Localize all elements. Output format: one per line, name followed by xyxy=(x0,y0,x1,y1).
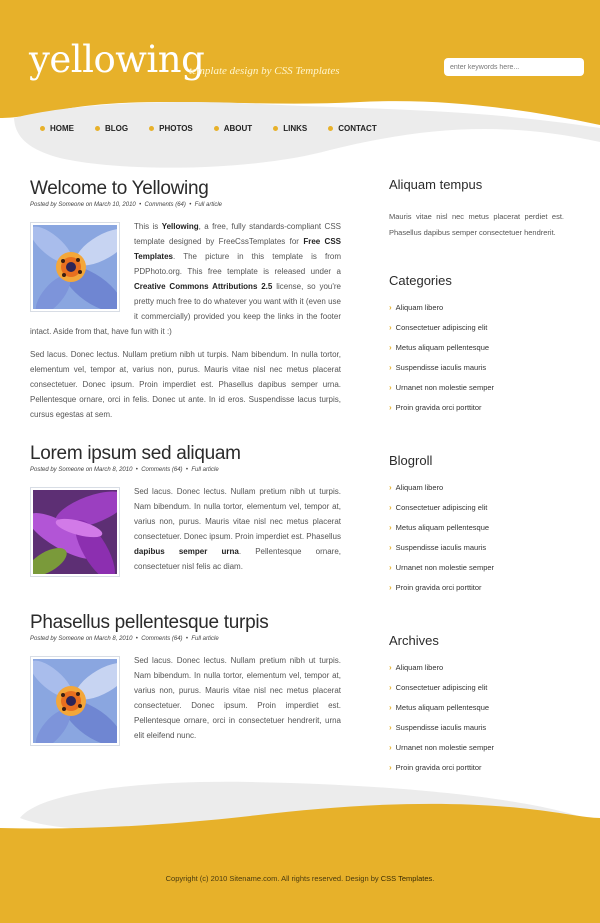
post-body: Sed lacus. Donec lectus. Nullam pretium nibh ut turpis. Nam bibendum. In nulla tortor, elementum vel, tempor at, varius non, purus. Mauris vitae nisl nec metus placerat consectetuer. Donec ipsum. Proin imperdiet est. Pellentesque ornare, orci in consectetuer hendrerit, urna elit eleifend nunc. xyxy=(134,656,341,740)
full-article-link[interactable]: Full article xyxy=(191,636,219,642)
menu-item-label: CONTACT xyxy=(338,124,377,133)
comments-link[interactable]: Comments (64) xyxy=(141,636,183,642)
sidebar-categories xyxy=(389,273,564,423)
sidebar-link[interactable]: › Aliquam libero xyxy=(389,663,444,672)
site-logo[interactable]: yellowing xyxy=(29,38,205,81)
sidebar-link[interactable]: › Aliquam libero xyxy=(389,483,444,492)
sidebar-title: Archives xyxy=(389,633,439,648)
post-title[interactable]: Phasellus pellentesque turpis xyxy=(30,612,269,633)
chevron-right-icon: › xyxy=(389,583,392,592)
post-body-paragraph: Sed lacus. Donec lectus. Nullam pretium nibh ut turpis. Nam bibendum. In nulla tortor, elementum vel, tempor at, varius non, purus. Mauris vitae nisl nec metus placerat consectetuer. Donec ipsum. Proin imperdiet est. Phasellus dapibus semper urna. Pellentesque ornare, orci in felis. Donec ut ante. In id eros. Suspendisse lacus turpis, cursus egestas at sem. xyxy=(30,350,341,419)
sidebar-link[interactable]: › Metus aliquam pellentesque xyxy=(389,343,490,352)
chevron-right-icon: › xyxy=(389,763,392,772)
menu-item-label: ABOUT xyxy=(223,124,253,133)
chevron-right-icon: › xyxy=(389,543,392,552)
chevron-right-icon: › xyxy=(389,563,392,572)
chevron-right-icon: › xyxy=(389,703,392,712)
post xyxy=(30,443,341,581)
menu-item-blog[interactable] xyxy=(95,124,128,133)
footer-link[interactable]: CSS Templates xyxy=(380,874,433,883)
post-meta: Posted by Someone on March 8, 2010 • Comments (64) • Full article xyxy=(30,636,219,642)
chevron-right-icon: › xyxy=(389,723,392,732)
flower-blue-icon xyxy=(33,659,117,743)
footer-background xyxy=(0,778,600,923)
post-date: on March 10, 2010 xyxy=(85,202,136,208)
sidebar-link[interactable]: › Consectetuer adipiscing elit xyxy=(389,683,488,692)
sidebar-link[interactable]: › Proin gravida orci porttitor xyxy=(389,583,482,592)
author-link[interactable]: Someone xyxy=(58,202,85,208)
meta-prefix: Posted by xyxy=(30,467,57,473)
sidebar-link[interactable]: › Urnanet non molestie semper xyxy=(389,563,495,572)
sidebar-link[interactable]: › Suspendisse iaculis mauris xyxy=(389,723,487,732)
sidebar-title: Categories xyxy=(389,273,452,288)
chevron-right-icon: › xyxy=(389,743,392,752)
header-background xyxy=(0,0,600,175)
menu-item-label: PHOTOS xyxy=(159,124,193,133)
menu-item-links[interactable] xyxy=(273,124,307,133)
chevron-right-icon: › xyxy=(389,343,392,352)
flower-blue-icon xyxy=(33,225,117,309)
chevron-right-icon: › xyxy=(389,403,392,412)
comments-link[interactable]: Comments (64) xyxy=(141,467,183,473)
bullet-icon xyxy=(214,126,219,131)
chevron-right-icon: › xyxy=(389,663,392,672)
chevron-right-icon: › xyxy=(389,303,392,312)
chevron-right-icon: › xyxy=(389,503,392,512)
menu-item-photos[interactable] xyxy=(149,124,193,133)
bullet-icon xyxy=(328,126,333,131)
sidebar-link[interactable]: › Consectetuer adipiscing elit xyxy=(389,503,488,512)
post-body: Sed lacus. Donec lectus. Nullam pretium nibh ut turpis. Nam bibendum. In nulla tortor, elementum vel, tempor at, varius non, purus. Mauris vitae nisl nec metus placerat consectetuer. Donec ipsum. Proin imperdiet est. Phasellus dapibus semper urna. Pellentesque ornare, consectetuer nisl felis ac diam. xyxy=(134,487,341,571)
post-title[interactable]: Lorem ipsum sed aliquam xyxy=(30,443,241,464)
post xyxy=(30,178,341,422)
chevron-right-icon: › xyxy=(389,363,392,372)
sidebar-link[interactable]: › Suspendisse iaculis mauris xyxy=(389,363,487,372)
menu-item-contact[interactable] xyxy=(328,124,377,133)
post-date: on March 8, 2010 xyxy=(85,467,133,473)
sidebar-link[interactable]: › Proin gravida orci porttitor xyxy=(389,763,482,772)
sidebar-link[interactable]: › Consectetuer adipiscing elit xyxy=(389,323,488,332)
meta-prefix: Posted by xyxy=(30,202,57,208)
site-tagline: template design by CSS Templates xyxy=(189,65,340,77)
author-link[interactable]: Someone xyxy=(58,467,85,473)
sidebar-title: Aliquam tempus xyxy=(389,177,483,192)
sidebar-title: Blogroll xyxy=(389,453,433,468)
meta-prefix: Posted by xyxy=(30,636,57,642)
bullet-icon xyxy=(95,126,100,131)
post xyxy=(30,612,341,750)
chevron-right-icon: › xyxy=(389,523,392,532)
full-article-link[interactable]: Full article xyxy=(191,467,219,473)
sidebar-link[interactable]: › Urnanet non molestie semper xyxy=(389,383,495,392)
main-menu xyxy=(40,124,398,133)
chevron-right-icon: › xyxy=(389,683,392,692)
sidebar-link[interactable]: › Metus aliquam pellentesque xyxy=(389,703,490,712)
chevron-right-icon: › xyxy=(389,323,392,332)
footer-copyright: Copyright (c) 2010 Sitename.com. All rights reserved. Design by CSS Templates. xyxy=(165,874,435,883)
full-article-link[interactable]: Full article xyxy=(194,202,223,208)
menu-item-home[interactable] xyxy=(40,124,74,133)
sidebar-text: Mauris vitae nisl nec metus placerat perdiet est. Phasellus dapibus semper consectetuer hendrerit. xyxy=(389,212,564,237)
bullet-icon xyxy=(40,126,45,131)
post-title[interactable]: Welcome to Yellowing xyxy=(30,178,209,199)
comments-link[interactable]: Comments (64) xyxy=(144,202,186,208)
search-input[interactable] xyxy=(444,58,584,76)
post-meta: Posted by Someone on March 8, 2010 • Comments (64) • Full article xyxy=(30,467,219,473)
bullet-icon xyxy=(149,126,154,131)
sidebar-link[interactable]: › Proin gravida orci porttitor xyxy=(389,403,482,412)
chevron-right-icon: › xyxy=(389,383,392,392)
sidebar-archives xyxy=(389,633,564,783)
bullet-icon xyxy=(273,126,278,131)
post-thumbnail[interactable] xyxy=(30,487,120,577)
sidebar-link[interactable]: › Aliquam libero xyxy=(389,303,444,312)
menu-item-label: BLOG xyxy=(105,124,129,133)
flower-purple-icon xyxy=(33,490,117,574)
post-body: This is Yellowing, a free, fully standards-compliant CSS template designed by FreeCssTemplates for Free CSS Templates. The picture in this template is from PDPhoto.org. This free template is released under a Creative Commons Attributions 2.5 license, so you're pretty much free to do whatever you want with it (even use it commercially) provided you keep the links in the footer intact. Aside from that, have fun with it :) xyxy=(30,222,341,336)
menu-item-label: HOME xyxy=(50,124,74,133)
sidebar-blogroll xyxy=(389,453,564,603)
post-date: on March 8, 2010 xyxy=(85,636,133,642)
sidebar-link[interactable]: › Urnanet non molestie semper xyxy=(389,743,495,752)
post-thumbnail[interactable] xyxy=(30,656,120,746)
post-meta: Posted by Someone on March 10, 2010 • Comments (64) • Full article xyxy=(30,202,223,208)
author-link[interactable]: Someone xyxy=(58,636,85,642)
menu-item-label: LINKS xyxy=(283,124,308,133)
post-thumbnail[interactable] xyxy=(30,222,120,312)
chevron-right-icon: › xyxy=(389,483,392,492)
menu-item-about[interactable] xyxy=(214,124,252,133)
sidebar-link[interactable]: › Metus aliquam pellentesque xyxy=(389,523,490,532)
sidebar-link[interactable]: › Suspendisse iaculis mauris xyxy=(389,543,487,552)
sidebar-about xyxy=(389,177,564,241)
